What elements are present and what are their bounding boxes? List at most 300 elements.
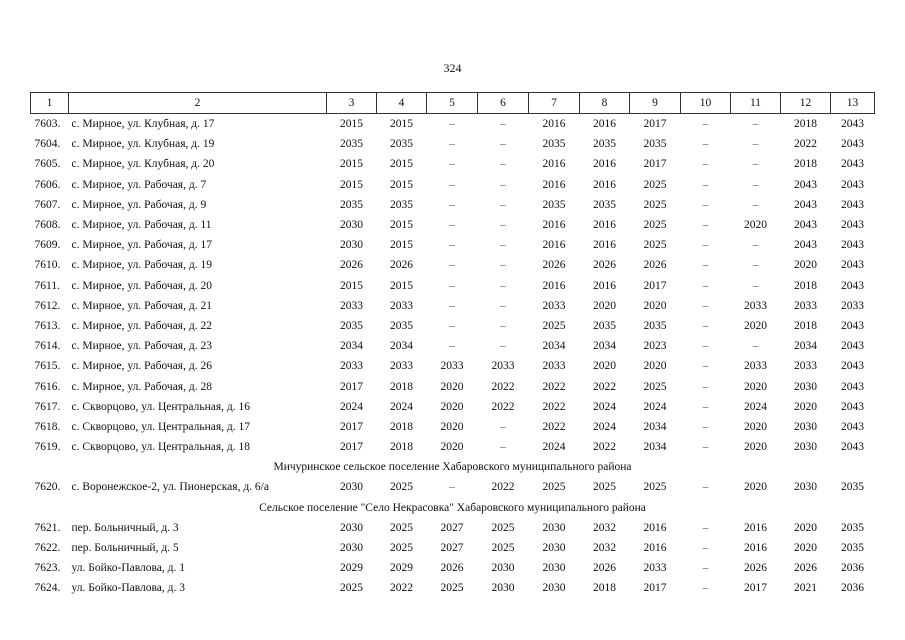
table-row: [31, 538, 875, 558]
table-row: [31, 578, 875, 598]
year-cell-col10: –: [702, 340, 709, 353]
year-cell-col3: 2035: [340, 319, 363, 332]
address-cell: с. Мирное, ул. Рабочая, д. 23: [71, 340, 212, 353]
address-cell: с. Мирное, ул. Рабочая, д. 20: [71, 279, 212, 292]
year-cell-col7: 2035: [542, 198, 566, 211]
year-cell-col12: 2018: [794, 279, 817, 292]
table-row: [31, 316, 875, 336]
table-row: [31, 296, 875, 316]
year-cell-col5: 2026: [440, 562, 464, 575]
year-cell-col6: 2033: [491, 360, 515, 373]
address-cell: с. Мирное, ул. Рабочая, д. 22: [71, 319, 212, 332]
address-cell: с. Скворцово, ул. Центральная, д. 16: [71, 400, 251, 413]
year-cell-col10: –: [702, 219, 709, 232]
year-cell-col7: 2026: [542, 259, 566, 272]
year-cell-col7: 2016: [542, 158, 566, 171]
column-header-12: 12: [781, 93, 831, 114]
row-number: 7610.: [34, 259, 61, 272]
year-cell-col7: 2034: [542, 340, 566, 353]
row-number: 7614.: [34, 340, 61, 353]
row-number: 7603.: [34, 118, 61, 131]
year-cell-col11: 2020: [744, 219, 767, 232]
year-cell-col13: 2035: [841, 521, 864, 534]
year-cell-col6: –: [500, 319, 506, 332]
year-cell-col3: 2024: [340, 400, 363, 413]
year-cell-col8: 2016: [593, 158, 616, 171]
year-cell-col9: 2025: [643, 219, 667, 232]
year-cell-col5: 2033: [440, 360, 464, 373]
year-cell-col7: 2022: [542, 420, 566, 433]
year-cell-col6: –: [500, 259, 506, 272]
column-header-3: 3: [327, 93, 377, 114]
year-cell-col13: 2035: [841, 481, 864, 494]
table-row: [31, 437, 875, 457]
year-cell-col11: 2033: [744, 360, 767, 373]
row-number: 7624.: [34, 582, 61, 595]
row-number: 7608.: [34, 219, 61, 232]
year-cell-col3: 2030: [340, 239, 363, 252]
year-cell-col8: 2018: [593, 582, 616, 595]
year-cell-col5: –: [449, 481, 455, 494]
year-cell-col3: 2017: [340, 380, 363, 393]
year-cell-col7: 2024: [542, 441, 566, 454]
year-cell-col12: 2030: [794, 420, 817, 433]
year-cell-col8: 2035: [593, 319, 616, 332]
year-cell-col3: 2017: [340, 441, 363, 454]
year-cell-col10: –: [702, 481, 709, 494]
year-cell-col6: –: [500, 118, 506, 131]
year-cell-col4: 2018: [390, 380, 413, 393]
year-cell-col7: 2022: [542, 400, 566, 413]
year-cell-col9: 2024: [643, 400, 667, 413]
year-cell-col9: 2020: [643, 360, 667, 373]
year-cell-col3: 2035: [340, 198, 363, 211]
year-cell-col11: 2020: [744, 420, 767, 433]
year-cell-col13: 2043: [841, 138, 864, 151]
table-row: [31, 235, 875, 255]
year-cell-col10: –: [702, 562, 709, 575]
year-cell-col9: 2025: [643, 380, 667, 393]
year-cell-col6: –: [500, 138, 506, 151]
year-cell-col6: 2022: [491, 380, 515, 393]
year-cell-col3: 2033: [340, 299, 363, 312]
section-heading: Сельское поселение "Село Некрасовка" Хабаровского муниципального района: [259, 501, 646, 514]
table-header-row: [31, 93, 875, 114]
year-cell-col10: –: [702, 542, 709, 555]
year-cell-col7: 2030: [542, 542, 566, 555]
year-cell-col8: 2024: [593, 420, 616, 433]
year-cell-col10: –: [702, 441, 709, 454]
address-cell: пер. Больничный, д. 5: [71, 542, 179, 555]
year-cell-col13: 2043: [841, 158, 864, 171]
year-cell-col6: –: [500, 239, 506, 252]
year-cell-col4: 2022: [390, 582, 413, 595]
year-cell-col6: –: [500, 420, 506, 433]
year-cell-col7: 2016: [542, 219, 566, 232]
address-cell: с. Мирное, ул. Рабочая, д. 21: [71, 299, 212, 312]
year-cell-col11: 2024: [744, 400, 767, 413]
year-cell-col11: –: [752, 178, 759, 191]
year-cell-col13: 2043: [841, 239, 864, 252]
year-cell-col9: 2017: [643, 279, 667, 292]
year-cell-col12: 2030: [794, 441, 817, 454]
year-cell-col9: 2025: [643, 198, 667, 211]
year-cell-col12: 2020: [794, 259, 817, 272]
year-cell-col12: 2018: [794, 118, 817, 131]
year-cell-col11: 2017: [744, 582, 767, 595]
year-cell-col9: 2025: [643, 239, 667, 252]
year-cell-col9: 2016: [643, 542, 667, 555]
year-cell-col11: 2016: [744, 521, 767, 534]
column-header-8: 8: [580, 93, 630, 114]
year-cell-col8: 2020: [593, 360, 616, 373]
year-cell-col9: 2017: [643, 158, 667, 171]
year-cell-col10: –: [702, 198, 709, 211]
year-cell-col11: 2020: [744, 380, 767, 393]
year-cell-col4: 2024: [390, 400, 413, 413]
year-cell-col3: 2015: [340, 158, 363, 171]
year-cell-col12: 2021: [794, 582, 817, 595]
year-cell-col13: 2035: [841, 542, 864, 555]
year-cell-col6: 2022: [491, 400, 515, 413]
year-cell-col12: 2034: [794, 340, 817, 353]
table-row: [31, 558, 875, 578]
year-cell-col12: 2018: [794, 319, 817, 332]
table-row: [31, 336, 875, 356]
year-cell-col10: –: [702, 360, 709, 373]
address-cell: с. Мирное, ул. Рабочая, д. 28: [71, 380, 212, 393]
address-cell: с. Мирное, ул. Клубная, д. 19: [71, 138, 215, 151]
address-cell: с. Скворцово, ул. Центральная, д. 18: [71, 441, 251, 454]
year-cell-col4: 2015: [390, 239, 413, 252]
year-cell-col12: 2018: [794, 158, 817, 171]
year-cell-col13: 2043: [841, 219, 864, 232]
year-cell-col13: 2043: [841, 360, 864, 373]
year-cell-col12: 2043: [794, 239, 817, 252]
year-cell-col11: 2026: [744, 562, 767, 575]
year-cell-col8: 2032: [593, 542, 616, 555]
year-cell-col9: 2026: [643, 259, 667, 272]
year-cell-col6: –: [500, 198, 506, 211]
year-cell-col8: 2022: [593, 380, 616, 393]
year-cell-col10: –: [702, 400, 709, 413]
year-cell-col11: –: [752, 279, 759, 292]
table-row: [31, 255, 875, 275]
year-cell-col11: 2016: [744, 542, 767, 555]
table-row: [31, 397, 875, 417]
year-cell-col10: –: [702, 319, 709, 332]
year-cell-col10: –: [702, 118, 709, 131]
year-cell-col8: 2016: [593, 239, 616, 252]
row-number: 7616.: [34, 380, 61, 393]
column-header-1: 1: [31, 93, 69, 114]
year-cell-col6: 2022: [491, 481, 515, 494]
year-cell-col5: 2027: [440, 521, 464, 534]
year-cell-col11: 2020: [744, 319, 767, 332]
year-cell-col11: –: [752, 198, 759, 211]
year-cell-col10: –: [702, 259, 709, 272]
year-cell-col3: 2025: [340, 582, 363, 595]
year-cell-col11: –: [752, 239, 759, 252]
year-cell-col12: 2033: [794, 299, 817, 312]
year-cell-col3: 2015: [340, 279, 363, 292]
year-cell-col8: 2034: [593, 340, 616, 353]
year-cell-col9: 2035: [643, 319, 667, 332]
row-number: 7605.: [34, 158, 61, 171]
address-cell: ул. Бойко-Павлова, д. 1: [71, 562, 185, 575]
row-number: 7611.: [34, 279, 60, 292]
address-cell: с. Мирное, ул. Рабочая, д. 11: [71, 219, 212, 232]
table-row: [31, 134, 875, 154]
year-cell-col5: –: [449, 118, 455, 131]
year-cell-col3: 2015: [340, 178, 363, 191]
table-row: [31, 154, 875, 174]
year-cell-col4: 2025: [390, 521, 413, 534]
year-cell-col12: 2020: [794, 521, 817, 534]
year-cell-col13: 2043: [841, 198, 864, 211]
year-cell-col10: –: [702, 299, 709, 312]
year-cell-col8: 2035: [593, 138, 616, 151]
year-cell-col5: –: [449, 299, 455, 312]
year-cell-col3: 2033: [340, 360, 363, 373]
year-cell-col9: 2034: [643, 420, 667, 433]
year-cell-col6: –: [500, 340, 506, 353]
year-cell-col9: 2034: [643, 441, 667, 454]
year-cell-col13: 2043: [841, 441, 864, 454]
year-cell-col4: 2035: [390, 198, 413, 211]
address-cell: с. Скворцово, ул. Центральная, д. 17: [71, 420, 251, 433]
year-cell-col13: 2033: [841, 299, 864, 312]
row-number: 7615.: [34, 360, 61, 373]
year-cell-col11: –: [752, 158, 759, 171]
table-row: [31, 356, 875, 376]
year-cell-col4: 2035: [390, 138, 413, 151]
row-number: 7613.: [34, 319, 61, 332]
row-number: 7620.: [34, 481, 61, 494]
year-cell-col8: 2022: [593, 441, 616, 454]
year-cell-col11: 2020: [744, 481, 767, 494]
year-cell-col3: 2030: [340, 481, 363, 494]
year-cell-col4: 2015: [390, 279, 413, 292]
table-row: [31, 477, 875, 497]
year-cell-col6: 2030: [491, 582, 515, 595]
table-body: [31, 114, 875, 599]
year-cell-col5: 2020: [440, 400, 464, 413]
year-cell-col8: 2024: [593, 400, 616, 413]
year-cell-col10: –: [702, 138, 709, 151]
year-cell-col6: –: [500, 219, 506, 232]
year-cell-col4: 2033: [390, 299, 413, 312]
year-cell-col10: –: [702, 158, 709, 171]
year-cell-col13: 2043: [841, 319, 864, 332]
row-number: 7609.: [34, 239, 61, 252]
year-cell-col3: 2030: [340, 219, 363, 232]
year-cell-col5: 2020: [440, 420, 464, 433]
year-cell-col12: 2026: [794, 562, 817, 575]
year-cell-col13: 2043: [841, 279, 864, 292]
year-cell-col5: –: [449, 178, 455, 191]
year-cell-col8: 2016: [593, 279, 616, 292]
year-cell-col7: 2033: [542, 299, 566, 312]
year-cell-col13: 2043: [841, 380, 864, 393]
year-cell-col11: –: [752, 138, 759, 151]
row-number: 7621.: [34, 521, 61, 534]
year-cell-col5: –: [449, 219, 455, 232]
table-row: [31, 175, 875, 195]
section-heading-row: [31, 457, 875, 477]
table-row: [31, 195, 875, 215]
year-cell-col4: 2015: [390, 118, 413, 131]
year-cell-col12: 2043: [794, 198, 817, 211]
year-cell-col12: 2043: [794, 219, 817, 232]
year-cell-col5: 2027: [440, 542, 464, 555]
year-cell-col11: –: [752, 259, 759, 272]
year-cell-col5: –: [449, 340, 455, 353]
year-cell-col8: 2016: [593, 178, 616, 191]
address-cell: с. Мирное, ул. Клубная, д. 20: [71, 158, 215, 171]
year-cell-col5: –: [449, 198, 455, 211]
column-header-11: 11: [731, 93, 781, 114]
year-cell-col7: 2016: [542, 118, 566, 131]
year-cell-col7: 2035: [542, 138, 566, 151]
year-cell-col5: 2020: [440, 441, 464, 454]
year-cell-col13: 2043: [841, 400, 864, 413]
table-row: [31, 114, 875, 135]
table-row: [31, 215, 875, 235]
column-header-2: 2: [69, 93, 327, 114]
year-cell-col9: 2016: [643, 521, 667, 534]
year-cell-col8: 2025: [593, 481, 616, 494]
year-cell-col11: –: [752, 340, 759, 353]
year-cell-col4: 2018: [390, 441, 413, 454]
address-cell: с. Мирное, ул. Рабочая, д. 7: [71, 178, 207, 191]
year-cell-col4: 2025: [390, 481, 413, 494]
year-cell-col10: –: [702, 521, 709, 534]
year-cell-col9: 2035: [643, 138, 667, 151]
year-cell-col4: 2029: [390, 562, 413, 575]
row-number: 7604.: [34, 138, 61, 151]
year-cell-col9: 2025: [643, 178, 667, 191]
year-cell-col13: 2043: [841, 118, 864, 131]
address-cell: пер. Больничный, д. 3: [71, 521, 179, 534]
year-cell-col4: 2015: [390, 178, 413, 191]
address-cell: ул. Бойко-Павлова, д. 3: [71, 582, 185, 595]
year-cell-col8: 2026: [593, 562, 616, 575]
address-cell: с. Мирное, ул. Рабочая, д. 17: [71, 239, 212, 252]
year-cell-col4: 2015: [390, 158, 413, 171]
year-cell-col8: 2016: [593, 219, 616, 232]
year-cell-col8: 2020: [593, 299, 616, 312]
year-cell-col7: 2030: [542, 582, 566, 595]
year-cell-col7: 2033: [542, 360, 566, 373]
row-number: 7607.: [34, 198, 61, 211]
address-cell: с. Мирное, ул. Рабочая, д. 9: [71, 198, 207, 211]
year-cell-col8: 2032: [593, 521, 616, 534]
year-cell-col9: 2023: [643, 340, 667, 353]
housing-schedule-table: [30, 92, 875, 599]
address-cell: с. Воронежское-2, ул. Пионерская, д. 6/а: [71, 481, 269, 494]
year-cell-col5: –: [449, 158, 455, 171]
year-cell-col3: 2029: [340, 562, 363, 575]
year-cell-col7: 2016: [542, 178, 566, 191]
year-cell-col4: 2025: [390, 542, 413, 555]
year-cell-col7: 2022: [542, 380, 566, 393]
year-cell-col7: 2030: [542, 521, 566, 534]
year-cell-col4: 2018: [390, 420, 413, 433]
year-cell-col7: 2016: [542, 279, 566, 292]
year-cell-col9: 2017: [643, 118, 667, 131]
year-cell-col4: 2034: [390, 340, 413, 353]
year-cell-col10: –: [702, 380, 709, 393]
year-cell-col7: 2016: [542, 239, 566, 252]
column-header-5: 5: [427, 93, 478, 114]
year-cell-col9: 2020: [643, 299, 667, 312]
row-number: 7622.: [34, 542, 61, 555]
row-number: 7618.: [34, 420, 61, 433]
year-cell-col13: 2043: [841, 259, 864, 272]
year-cell-col6: –: [500, 441, 506, 454]
year-cell-col6: 2030: [491, 562, 515, 575]
year-cell-col5: –: [449, 259, 455, 272]
year-cell-col13: 2043: [841, 178, 864, 191]
row-number: 7617.: [34, 400, 61, 413]
column-header-10: 10: [681, 93, 731, 114]
year-cell-col6: –: [500, 158, 506, 171]
row-number: 7623.: [34, 562, 61, 575]
table-row: [31, 376, 875, 396]
year-cell-col5: –: [449, 279, 455, 292]
year-cell-col13: 2043: [841, 420, 864, 433]
column-header-7: 7: [529, 93, 580, 114]
year-cell-col7: 2025: [542, 481, 566, 494]
year-cell-col13: 2036: [841, 562, 864, 575]
year-cell-col12: 2030: [794, 481, 817, 494]
year-cell-col8: 2016: [593, 118, 616, 131]
year-cell-col13: 2043: [841, 340, 864, 353]
year-cell-col11: 2020: [744, 441, 767, 454]
year-cell-col3: 2026: [340, 259, 363, 272]
year-cell-col12: 2033: [794, 360, 817, 373]
table-row: [31, 417, 875, 437]
year-cell-col12: 2020: [794, 542, 817, 555]
year-cell-col10: –: [702, 582, 709, 595]
column-header-13: 13: [831, 93, 875, 114]
year-cell-col3: 2017: [340, 420, 363, 433]
table-row: [31, 276, 875, 296]
year-cell-col12: 2020: [794, 400, 817, 413]
year-cell-col5: –: [449, 239, 455, 252]
year-cell-col5: 2025: [440, 582, 464, 595]
year-cell-col3: 2030: [340, 542, 363, 555]
year-cell-col10: –: [702, 420, 709, 433]
year-cell-col13: 2036: [841, 582, 864, 595]
year-cell-col6: 2025: [491, 542, 515, 555]
year-cell-col7: 2025: [542, 319, 566, 332]
column-header-6: 6: [478, 93, 529, 114]
year-cell-col5: –: [449, 319, 455, 332]
address-cell: с. Мирное, ул. Рабочая, д. 26: [71, 360, 212, 373]
year-cell-col11: –: [752, 118, 759, 131]
year-cell-col6: –: [500, 178, 506, 191]
year-cell-col10: –: [702, 279, 709, 292]
year-cell-col5: 2020: [440, 380, 464, 393]
year-cell-col8: 2035: [593, 198, 616, 211]
page-number: 324: [443, 61, 462, 75]
year-cell-col6: –: [500, 299, 506, 312]
row-number: 7612.: [34, 299, 61, 312]
year-cell-col3: 2015: [340, 118, 363, 131]
year-cell-col6: –: [500, 279, 506, 292]
